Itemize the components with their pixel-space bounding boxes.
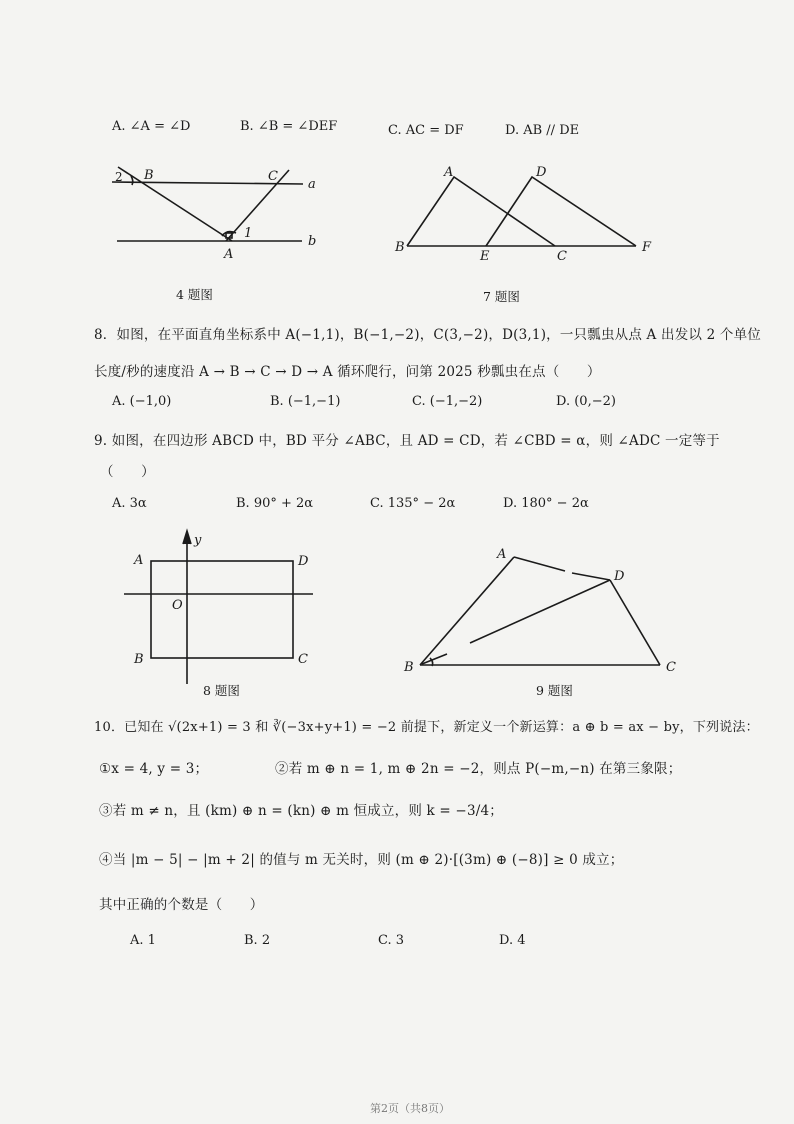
label-9-c: C: [666, 660, 676, 675]
label-7-d: D: [536, 165, 547, 180]
label-7-e: E: [480, 249, 490, 264]
label-1: 1: [244, 226, 253, 241]
segment-ad-part-2: [572, 573, 610, 580]
q10-option-b: B. 2: [244, 933, 271, 948]
label-2: 2: [115, 170, 123, 184]
q10-question: 其中正确的个数是（ ）: [99, 897, 264, 913]
q4-option-c: C. AC = DF: [388, 123, 464, 138]
figure-8-caption: 8 题图: [203, 683, 240, 698]
q8-option-c: C. (−1,−2): [412, 394, 483, 409]
label-8-y: y: [194, 533, 202, 548]
figure-4-caption: 4 题图: [176, 287, 213, 302]
label-9-a: A: [497, 547, 507, 562]
label-8-a: A: [134, 553, 144, 568]
q9-option-c: C. 135° − 2α: [370, 496, 456, 511]
q4-option-a: A. ∠A = ∠D: [112, 119, 191, 134]
label-7-f: F: [642, 240, 652, 255]
q8-option-a: A. (−1,0): [112, 394, 172, 409]
segment-bd-part-1: [470, 580, 610, 643]
q10-statement-1: ①x = 4, y = 3；: [99, 761, 209, 777]
label-c-pt: C: [268, 169, 278, 184]
q10-statement-3: ③若 m ≠ n，且 (km) ⊕ n = (kn) ⊕ m 恒成立，则 k = −3/4；: [99, 803, 503, 819]
q9-option-d: D. 180° − 2α: [503, 496, 589, 511]
page-footer: 第2页（共8页）: [370, 1102, 450, 1115]
q4-option-b: B. ∠B = ∠DEF: [240, 119, 338, 134]
label-a-pt: A: [224, 247, 234, 262]
q9-text-line-1: 9. 如图，在四边形 ABCD 中，BD 平分 ∠ABC，且 AD = CD，若 ∠CBD = α，则 ∠ADC 一定等于: [94, 433, 720, 449]
label-7-b: B: [395, 240, 405, 255]
label-8-b: B: [134, 652, 144, 667]
label-line-b: b: [308, 234, 317, 249]
segment-ba: [420, 557, 514, 665]
label-9-d: D: [614, 569, 625, 584]
label-8-d: D: [298, 554, 309, 569]
q9-text-line-2: （ ）: [100, 464, 155, 480]
q10-text-line-1: 10．已知在 √(2x+1) = 3 和 ∛(−3x+y+1) = −2 前提下，新定义一个新运算：a ⊕ b = ax − by，下列说法：: [94, 720, 759, 735]
q10-option-a: A. 1: [130, 933, 156, 948]
figure-9-caption: 9 题图: [536, 683, 573, 698]
q9-option-b: B. 90° + 2α: [236, 496, 314, 511]
q8-text-line-1: 8．如图，在平面直角坐标系中 A(−1,1)，B(−1,−2)，C(3,−2)，D(3,1)，一只瓢虫从点 A 出发以 2 个单位: [94, 327, 761, 343]
q8-text-line-2: 长度/秒的速度沿 A → B → C → D → A 循环爬行，问第 2025 秒瓢虫在点（ ）: [94, 364, 601, 380]
label-8-o: O: [172, 598, 183, 613]
label-b-pt: B: [144, 168, 154, 183]
figure-7-caption: 7 题图: [483, 289, 520, 304]
label-7-a: A: [444, 165, 454, 180]
segment-dc: [610, 580, 660, 665]
q9-option-a: A. 3α: [112, 496, 147, 511]
q8-option-d: D. (0,−2): [556, 394, 616, 409]
q4-option-d: D. AB // DE: [505, 123, 580, 138]
q10-option-d: D. 4: [499, 933, 526, 948]
q8-option-b: B. (−1,−1): [270, 394, 341, 409]
q10-statement-4: ④当 |m − 5| − |m + 2| 的值与 m 无关时，则 (m ⊕ 2)·[(3m) ⊕ (−8)] ≥ 0 成立；: [99, 852, 624, 868]
label-7-c: C: [557, 249, 567, 264]
q10-option-c: C. 3: [378, 933, 405, 948]
segment-ad-part-1: [514, 557, 565, 571]
q10-statement-2: ②若 m ⊕ n = 1, m ⊕ 2n = −2，则点 P(−m,−n) 在第三象限；: [275, 761, 682, 777]
label-9-b: B: [404, 660, 414, 675]
label-8-c: C: [298, 652, 308, 667]
label-line-a: a: [308, 177, 316, 192]
